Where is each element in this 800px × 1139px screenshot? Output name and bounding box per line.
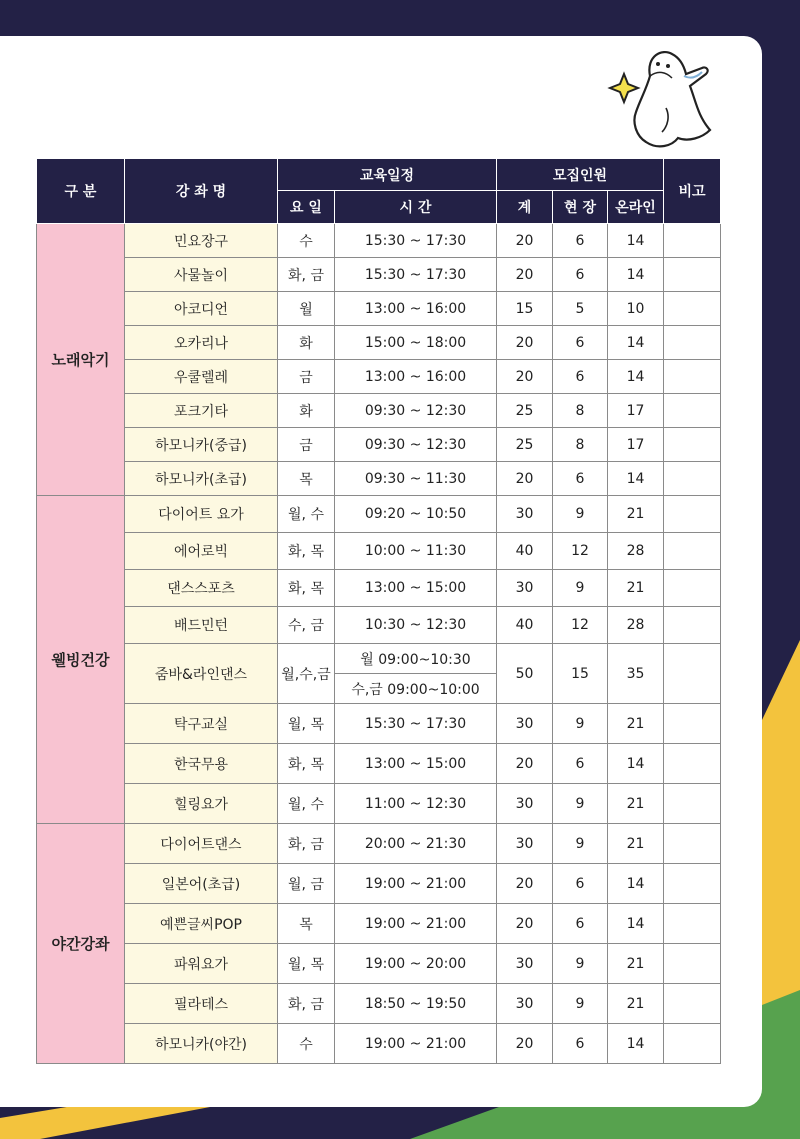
course-onsite: 9 xyxy=(553,944,608,984)
ghost-mascot-icon xyxy=(606,46,716,154)
header-onsite: 현 장 xyxy=(553,191,608,224)
course-remark xyxy=(664,462,721,496)
course-schedule-table xyxy=(36,158,721,1064)
course-name: 에어로빅 xyxy=(125,533,278,570)
course-name: 다이어트댄스 xyxy=(125,824,278,864)
course-name: 하모니카(야간) xyxy=(125,1024,278,1064)
course-total: 25 xyxy=(497,428,553,462)
course-onsite: 6 xyxy=(553,462,608,496)
course-day: 월, 목 xyxy=(278,944,335,984)
course-remark xyxy=(664,704,721,744)
course-online: 14 xyxy=(608,360,664,394)
course-onsite: 6 xyxy=(553,744,608,784)
course-day: 월,수,금 xyxy=(278,644,335,704)
course-name: 오카리나 xyxy=(125,326,278,360)
course-time: 09:30 ~ 12:30 xyxy=(335,394,497,428)
course-time: 11:00 ~ 12:30 xyxy=(335,784,497,824)
course-name: 댄스스포츠 xyxy=(125,570,278,607)
course-total: 30 xyxy=(497,570,553,607)
course-time: 09:30 ~ 11:30 xyxy=(335,462,497,496)
course-online: 14 xyxy=(608,744,664,784)
course-day: 화, 금 xyxy=(278,258,335,292)
table-row xyxy=(37,428,721,462)
course-total: 20 xyxy=(497,360,553,394)
course-online: 14 xyxy=(608,224,664,258)
header-total: 계 xyxy=(497,191,553,224)
course-total: 40 xyxy=(497,533,553,570)
category-cell: 웰빙건강 xyxy=(37,496,125,824)
course-onsite: 5 xyxy=(553,292,608,326)
course-time: 13:00 ~ 16:00 xyxy=(335,360,497,394)
course-total: 20 xyxy=(497,224,553,258)
course-remark xyxy=(664,360,721,394)
course-onsite: 9 xyxy=(553,784,608,824)
course-name: 힐링요가 xyxy=(125,784,278,824)
course-day: 화, 목 xyxy=(278,533,335,570)
course-online: 14 xyxy=(608,864,664,904)
course-online: 17 xyxy=(608,394,664,428)
course-day: 목 xyxy=(278,904,335,944)
course-day: 화, 목 xyxy=(278,744,335,784)
course-remark xyxy=(664,326,721,360)
table-row xyxy=(37,394,721,428)
table-header-row xyxy=(37,159,721,191)
course-remark xyxy=(664,864,721,904)
table-row xyxy=(37,292,721,326)
table-row xyxy=(37,744,721,784)
course-online: 21 xyxy=(608,984,664,1024)
course-total: 30 xyxy=(497,984,553,1024)
course-online: 17 xyxy=(608,428,664,462)
course-onsite: 6 xyxy=(553,1024,608,1064)
course-day: 월, 금 xyxy=(278,864,335,904)
course-name: 필라테스 xyxy=(125,984,278,1024)
course-time: 13:00 ~ 15:00 xyxy=(335,744,497,784)
course-remark xyxy=(664,533,721,570)
course-remark xyxy=(664,428,721,462)
course-online: 10 xyxy=(608,292,664,326)
course-day: 화 xyxy=(278,326,335,360)
course-time: 19:00 ~ 20:00 xyxy=(335,944,497,984)
table-row xyxy=(37,533,721,570)
course-name: 민요장구 xyxy=(125,224,278,258)
course-total: 40 xyxy=(497,607,553,644)
course-total: 20 xyxy=(497,744,553,784)
course-remark xyxy=(664,292,721,326)
course-onsite: 9 xyxy=(553,496,608,533)
course-online: 21 xyxy=(608,704,664,744)
table-row xyxy=(37,607,721,644)
course-time: 월 09:00~10:30 xyxy=(335,644,497,674)
course-online: 21 xyxy=(608,824,664,864)
table-row xyxy=(37,360,721,394)
course-remark xyxy=(664,644,721,704)
course-time: 19:00 ~ 21:00 xyxy=(335,864,497,904)
sparkle-icon xyxy=(610,74,638,102)
course-total: 20 xyxy=(497,258,553,292)
course-onsite: 6 xyxy=(553,904,608,944)
course-remark xyxy=(664,224,721,258)
course-online: 21 xyxy=(608,496,664,533)
course-remark xyxy=(664,394,721,428)
course-onsite: 12 xyxy=(553,607,608,644)
table-row xyxy=(37,1024,721,1064)
course-day: 월, 수 xyxy=(278,784,335,824)
course-onsite: 6 xyxy=(553,360,608,394)
course-remark xyxy=(664,570,721,607)
course-total: 20 xyxy=(497,904,553,944)
course-name: 우쿨렐레 xyxy=(125,360,278,394)
course-online: 14 xyxy=(608,258,664,292)
course-time: 19:00 ~ 21:00 xyxy=(335,1024,497,1064)
category-cell: 야간강좌 xyxy=(37,824,125,1064)
course-onsite: 12 xyxy=(553,533,608,570)
course-total: 30 xyxy=(497,944,553,984)
table-row xyxy=(37,224,721,258)
header-online: 온라인 xyxy=(608,191,664,224)
course-onsite: 6 xyxy=(553,864,608,904)
course-name: 줌바&라인댄스 xyxy=(125,644,278,704)
course-online: 14 xyxy=(608,1024,664,1064)
course-time: 10:00 ~ 11:30 xyxy=(335,533,497,570)
course-online: 28 xyxy=(608,533,664,570)
course-remark xyxy=(664,784,721,824)
table-row xyxy=(37,904,721,944)
course-time: 15:00 ~ 18:00 xyxy=(335,326,497,360)
course-onsite: 9 xyxy=(553,704,608,744)
course-name: 아코디언 xyxy=(125,292,278,326)
course-onsite: 8 xyxy=(553,394,608,428)
course-remark xyxy=(664,904,721,944)
course-remark xyxy=(664,744,721,784)
course-name: 일본어(초급) xyxy=(125,864,278,904)
table-row xyxy=(37,462,721,496)
course-total: 25 xyxy=(497,394,553,428)
table-row xyxy=(37,984,721,1024)
course-total: 50 xyxy=(497,644,553,704)
table-row xyxy=(37,704,721,744)
course-total: 30 xyxy=(497,704,553,744)
course-time: 수,금 09:00~10:00 xyxy=(335,674,497,704)
course-name: 한국무용 xyxy=(125,744,278,784)
course-time: 15:30 ~ 17:30 xyxy=(335,258,497,292)
course-time: 13:00 ~ 15:00 xyxy=(335,570,497,607)
course-total: 20 xyxy=(497,864,553,904)
table-row xyxy=(37,326,721,360)
course-remark xyxy=(664,1024,721,1064)
course-name: 배드민턴 xyxy=(125,607,278,644)
course-time: 15:30 ~ 17:30 xyxy=(335,704,497,744)
course-remark xyxy=(664,496,721,533)
course-total: 20 xyxy=(497,1024,553,1064)
course-day: 화, 금 xyxy=(278,824,335,864)
course-onsite: 15 xyxy=(553,644,608,704)
course-onsite: 6 xyxy=(553,224,608,258)
course-total: 30 xyxy=(497,496,553,533)
course-online: 28 xyxy=(608,607,664,644)
course-total: 30 xyxy=(497,784,553,824)
course-day: 수 xyxy=(278,1024,335,1064)
table-row xyxy=(37,824,721,864)
course-online: 21 xyxy=(608,570,664,607)
course-total: 20 xyxy=(497,462,553,496)
course-day: 화 xyxy=(278,394,335,428)
course-day: 목 xyxy=(278,462,335,496)
course-online: 14 xyxy=(608,904,664,944)
course-day: 월, 목 xyxy=(278,704,335,744)
table-row xyxy=(37,644,721,674)
course-time: 09:30 ~ 12:30 xyxy=(335,428,497,462)
table-row xyxy=(37,258,721,292)
table-row xyxy=(37,944,721,984)
category-cell: 노래악기 xyxy=(37,224,125,496)
course-total: 20 xyxy=(497,326,553,360)
header-recruit: 모집인원 xyxy=(497,159,664,191)
course-name: 탁구교실 xyxy=(125,704,278,744)
course-remark xyxy=(664,607,721,644)
table-row xyxy=(37,570,721,607)
header-day: 요 일 xyxy=(278,191,335,224)
course-time: 09:20 ~ 10:50 xyxy=(335,496,497,533)
course-onsite: 9 xyxy=(553,824,608,864)
course-remark xyxy=(664,944,721,984)
course-name: 예쁜글씨POP xyxy=(125,904,278,944)
table-row xyxy=(37,496,721,533)
course-online: 14 xyxy=(608,462,664,496)
course-remark xyxy=(664,824,721,864)
course-name: 하모니카(초급) xyxy=(125,462,278,496)
table-row xyxy=(37,784,721,824)
course-onsite: 6 xyxy=(553,258,608,292)
course-onsite: 8 xyxy=(553,428,608,462)
course-day: 수, 금 xyxy=(278,607,335,644)
header-course: 강 좌 명 xyxy=(125,159,278,224)
course-onsite: 9 xyxy=(553,570,608,607)
course-name: 포크기타 xyxy=(125,394,278,428)
course-name: 사물놀이 xyxy=(125,258,278,292)
table-row xyxy=(37,864,721,904)
course-name: 다이어트 요가 xyxy=(125,496,278,533)
course-day: 월, 수 xyxy=(278,496,335,533)
course-time: 19:00 ~ 21:00 xyxy=(335,904,497,944)
course-day: 화, 목 xyxy=(278,570,335,607)
header-schedule: 교육일정 xyxy=(278,159,497,191)
course-online: 21 xyxy=(608,944,664,984)
course-name: 파워요가 xyxy=(125,944,278,984)
header-remark: 비고 xyxy=(664,159,721,224)
course-online: 21 xyxy=(608,784,664,824)
course-day: 금 xyxy=(278,428,335,462)
course-time: 15:30 ~ 17:30 xyxy=(335,224,497,258)
course-remark xyxy=(664,258,721,292)
header-time: 시 간 xyxy=(335,191,497,224)
course-online: 35 xyxy=(608,644,664,704)
course-total: 15 xyxy=(497,292,553,326)
course-total: 30 xyxy=(497,824,553,864)
course-day: 금 xyxy=(278,360,335,394)
course-time: 18:50 ~ 19:50 xyxy=(335,984,497,1024)
course-remark xyxy=(664,984,721,1024)
course-time: 20:00 ~ 21:30 xyxy=(335,824,497,864)
course-name: 하모니카(중급) xyxy=(125,428,278,462)
course-day: 화, 금 xyxy=(278,984,335,1024)
course-onsite: 9 xyxy=(553,984,608,1024)
course-time: 10:30 ~ 12:30 xyxy=(335,607,497,644)
course-day: 수 xyxy=(278,224,335,258)
course-time: 13:00 ~ 16:00 xyxy=(335,292,497,326)
course-onsite: 6 xyxy=(553,326,608,360)
course-online: 14 xyxy=(608,326,664,360)
course-day: 월 xyxy=(278,292,335,326)
header-category: 구 분 xyxy=(37,159,125,224)
